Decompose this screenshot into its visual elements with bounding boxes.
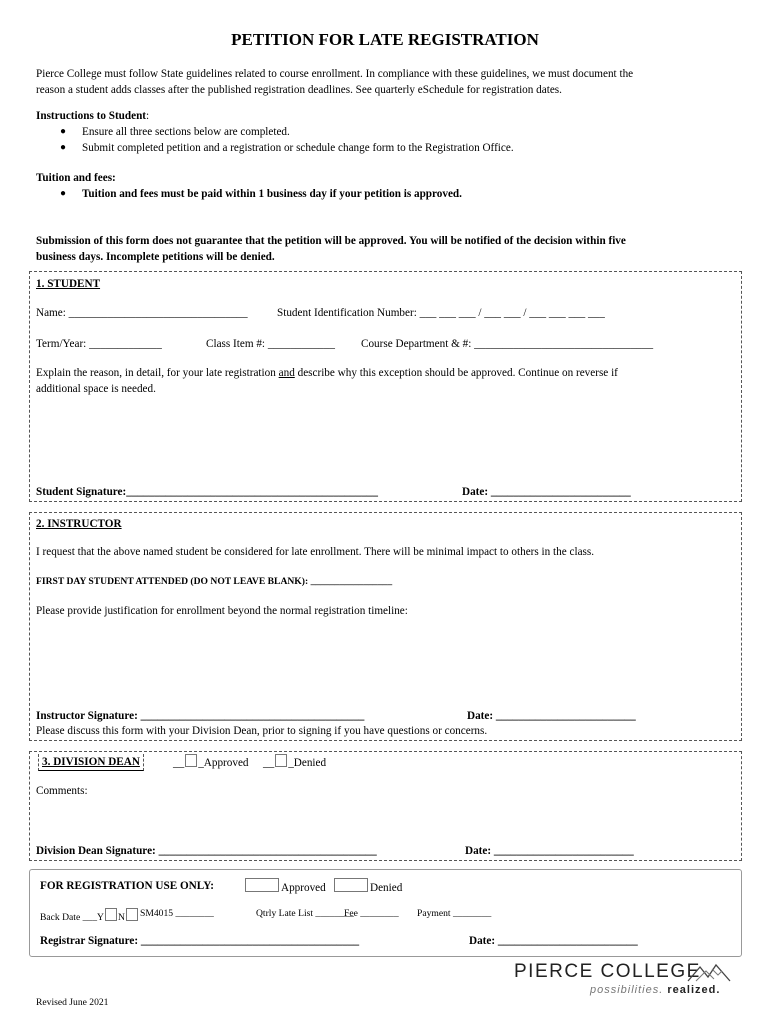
registrar-signature-field[interactable]: Registrar Signature: _______________________________________ (40, 935, 360, 947)
instructor-request: I request that the above named student be considered for late enrollment. There will be minimal impact to others in the class. (36, 546, 595, 558)
checkbox-icon[interactable] (334, 878, 368, 892)
dean-heading: 3. DIVISION DEAN (38, 754, 144, 771)
explain-text: Explain the reason, in detail, for your late registration and describe why this exception should be approved. Continue on reverse if additional space is needed. (36, 367, 618, 395)
student-date-field[interactable]: Date: _________________________ (462, 486, 631, 498)
back-date-field[interactable]: Back Date ___Y N (40, 908, 139, 923)
intro-line-1: Pierce College must follow State guidelines related to course enrollment. In compliance with these guidelines, we must document the (36, 68, 634, 80)
fee-field[interactable]: Fee ________ (344, 908, 399, 919)
registration-approved-checkbox[interactable]: Approved (243, 878, 326, 896)
dean-comments-label: Comments: (36, 785, 88, 797)
student-heading: 1. STUDENT (36, 278, 101, 290)
bullet-icon: ● (60, 188, 67, 199)
bullet-icon: ● (60, 142, 67, 153)
tuition-item: Tuition and fees must be paid within 1 business day if your petition is approved. (82, 188, 462, 200)
registration-denied-checkbox[interactable]: Denied (332, 878, 402, 896)
explain-answer-area[interactable] (36, 400, 736, 480)
checkbox-icon[interactable] (185, 754, 197, 767)
qtrly-late-list-field[interactable]: Qtrly Late List ________ (256, 908, 354, 919)
course-dept-field[interactable]: Course Department & #: ________________________________ (361, 338, 654, 350)
registrar-date-field[interactable]: Date: _________________________ (469, 935, 638, 947)
payment-field[interactable]: Payment ________ (417, 908, 492, 919)
justification-answer-area[interactable] (36, 622, 736, 704)
mountain-logo-icon (686, 961, 732, 985)
instructions-heading: Instructions to Student: (36, 110, 150, 122)
instructor-heading: 2. INSTRUCTOR (36, 518, 122, 530)
pierce-college-logo: PIERCE COLLEGE possibilities. realized. (508, 961, 738, 1001)
tuition-heading: Tuition and fees: (36, 172, 116, 184)
dean-approved-checkbox[interactable]: __ _Approved (173, 754, 249, 771)
intro-line-2: reason a student adds classes after the published registration deadlines. See quarterly eSchedule for registration dates. (36, 84, 562, 96)
first-day-attended-field[interactable]: FIRST DAY STUDENT ATTENDED (DO NOT LEAVE BLANK): _________________ (36, 576, 393, 587)
checkbox-icon[interactable] (105, 908, 117, 921)
form-title: PETITION FOR LATE REGISTRATION (231, 30, 539, 49)
student-signature-field[interactable]: Student Signature:_____________________________________________ (36, 486, 378, 498)
checkbox-icon[interactable] (245, 878, 279, 892)
logo-tagline: possibilities. realized. (590, 984, 721, 996)
class-item-field[interactable]: Class Item #: ____________ (206, 338, 335, 350)
dean-signature-field[interactable]: Division Dean Signature: _______________________________________ (36, 845, 377, 857)
sm4015-field[interactable]: SM4015 ________ (140, 908, 214, 919)
term-year-field[interactable]: Term/Year: _____________ (36, 338, 162, 350)
instructor-signature-field[interactable]: Instructor Signature: ________________________________________ (36, 710, 365, 722)
revised-date: Revised June 2021 (36, 997, 109, 1008)
dean-comments-area[interactable] (36, 800, 736, 840)
registration-heading: FOR REGISTRATION USE ONLY: (40, 880, 214, 892)
bullet-icon: ● (60, 126, 67, 137)
student-name-field[interactable]: Name: ________________________________ (36, 307, 248, 319)
instruction-item-2: Submit completed petition and a registration or schedule change form to the Registration Office. (82, 142, 514, 154)
justification-label: Please provide justification for enrollment beyond the normal registration timeline: (36, 605, 408, 617)
dean-discussion-note: Please discuss this form with your Division Dean, prior to signing if you have questions or concerns. (36, 725, 488, 737)
instruction-item-1: Ensure all three sections below are completed. (82, 126, 290, 138)
checkbox-icon[interactable] (275, 754, 287, 767)
intro-text (36, 66, 633, 98)
instructor-date-field[interactable]: Date: _________________________ (467, 710, 636, 722)
checkbox-icon[interactable] (126, 908, 138, 921)
student-id-field[interactable]: Student Identification Number: ___ ___ ___ / ___ ___ / ___ ___ ___ ___ (277, 307, 605, 319)
dean-denied-checkbox[interactable]: __ _Denied (263, 754, 326, 771)
notice-text: Submission of this form does not guarantee that the petition will be approved. You will be notified of the decision within five business days. Incomplete petitions will be denied. (36, 235, 626, 263)
dean-date-field[interactable]: Date: _________________________ (465, 845, 634, 857)
